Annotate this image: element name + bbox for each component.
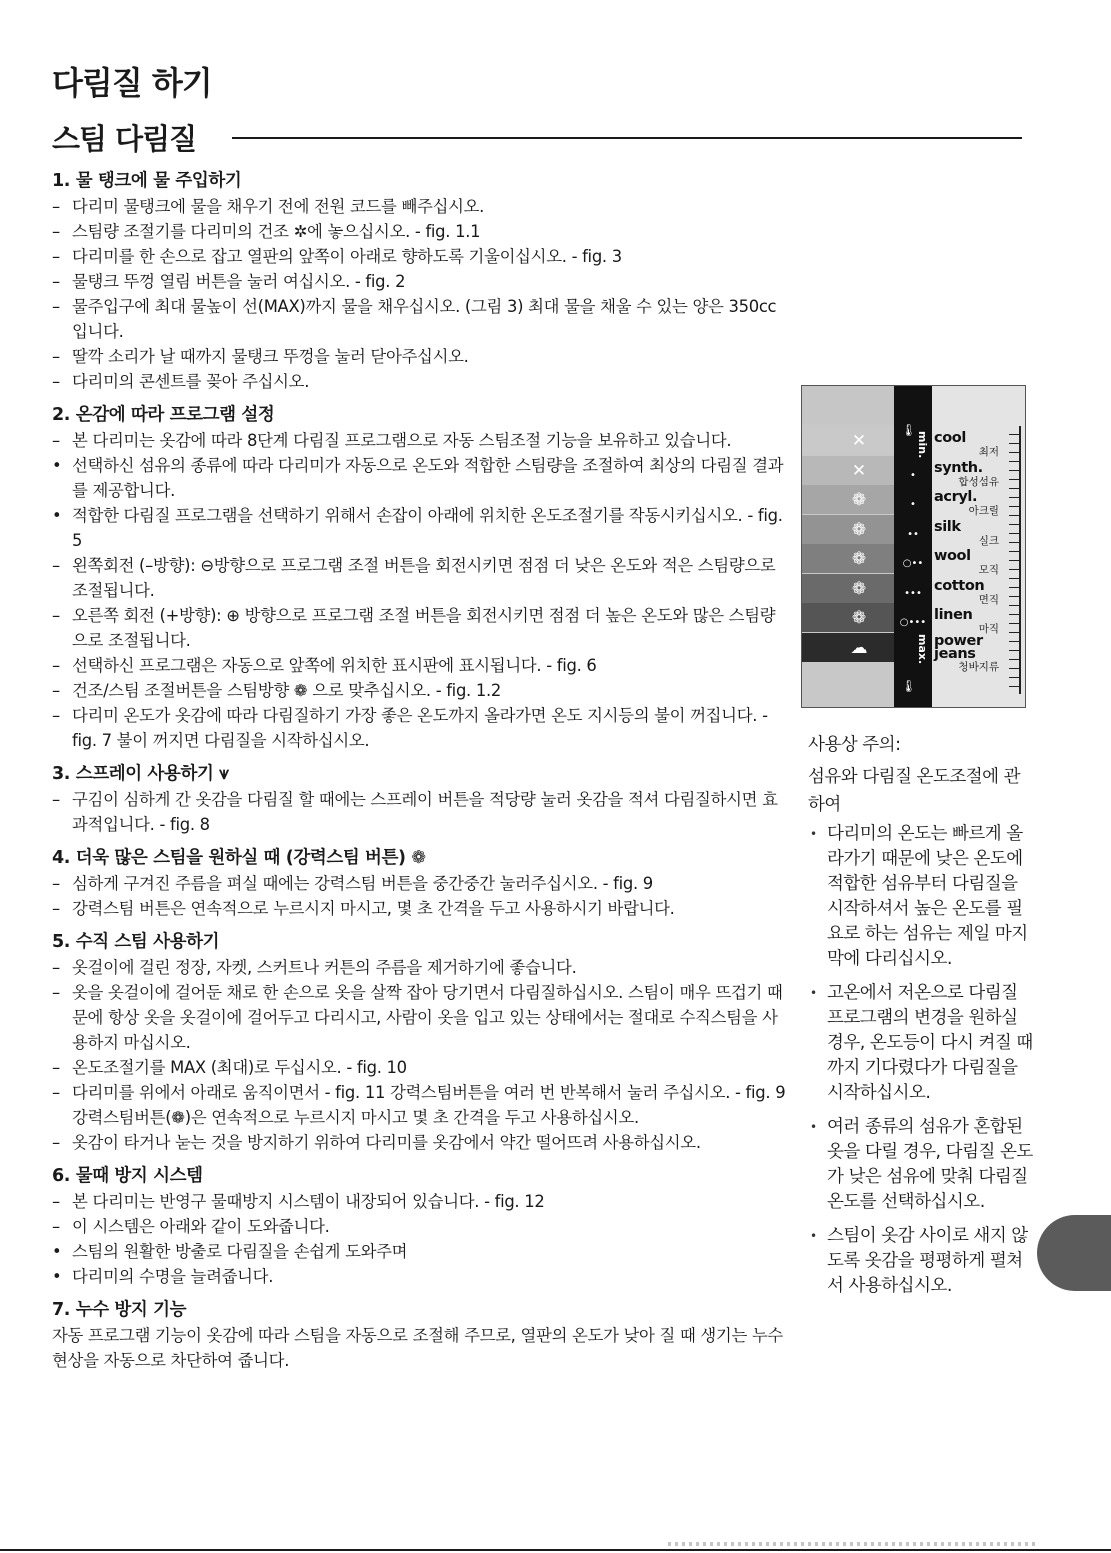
dial-dots: ○••• [899,617,927,628]
item-text: 옷감이 타거나 눋는 것을 방지하기 위하여 다리미를 옷감에서 약간 떨어뜨려 사용하십시오. [72,1133,701,1152]
list-item [52,344,787,369]
item-marker: – [52,372,60,391]
section-subtitle: 스팀 다림질 [52,122,197,156]
list-item [52,294,787,344]
item-marker: – [52,874,60,893]
dial-min-label: min. [916,431,929,459]
item-text: 스팀의 원활한 방출로 다림질을 손쉽게 도와주며 [72,1242,408,1261]
steam-icon: ❁ [851,519,867,540]
steam-icon: ❁ [851,578,867,599]
thermometer-icon: 🌡︎ [901,423,917,437]
item-marker: – [52,1217,60,1236]
item-text: 왼쪽회전 (–방향): ⊖방향으로 프로그램 조절 버튼을 회전시키면 점점 더 낮은 온도와 적은 스팀량으로 조절됩니다. [72,556,776,600]
dial-max-label: max. [916,634,929,665]
item-marker: – [52,297,60,316]
list-item [52,703,787,753]
footer-fine-print [668,1542,1038,1546]
item-text: 다리미를 한 손으로 잡고 열판의 앞쪽이 아래로 향하도록 기울이십시오. - fig. 3 [72,247,622,266]
list-item [52,1239,787,1264]
dial-fabric-label-ko: 면직 [978,593,999,606]
steam-icon: ❁ [851,490,867,510]
dial-dots: ••• [904,587,922,599]
power-steam-icon: ☁ [850,637,868,658]
dial-dots: • [910,499,916,510]
item-marker: – [52,197,60,216]
list-item [52,871,787,896]
usage-notes [808,731,1033,1308]
list-item [52,980,787,1055]
notes-intro: 섬유와 다림질 온도조절에 관하여 [808,767,1021,815]
item-text: 선택하신 섬유의 종류에 따라 다리미가 자동으로 온도와 적합한 스팀량을 조절하여 최상의 다림질 결과를 제공합니다. [72,456,784,500]
note-item [808,981,1033,1106]
item-marker: • [52,506,62,525]
dial-dots: •• [907,528,919,540]
list-item [52,194,787,219]
dial-tick-scale [1007,426,1021,694]
item-marker: • [52,1242,62,1261]
section-paragraph: 자동 프로그램 기능이 옷감에 따라 스팀을 자동으로 조절해 주므로, 열판의 온도가 낮아 질 때 생기는 누수현상을 자동으로 차단하여 줍니다. [52,1326,783,1370]
item-text: 물주입구에 최대 물높이 선(MAX)까지 물을 채우십시오. (그림 3) 최대 물을 채울 수 있는 양은 350cc 입니다. [72,297,777,341]
item-text: 다리미의 수명을 늘려줍니다. [72,1267,274,1286]
section-heading: 5. 수직 스팀 사용하기 [52,932,220,952]
dial-fabric-label: linen [934,607,973,623]
notes-title: 사용상 주의: [808,735,901,755]
list-item [52,678,787,703]
item-marker: – [52,681,60,700]
item-text: 본 다리미는 반영구 물때방지 시스템이 내장되어 있습니다. - fig. 12 [72,1192,545,1211]
item-marker: – [52,899,60,918]
no-steam-icon: ✕ [851,431,867,451]
thermometer-icon: 🌡︎ [901,679,917,693]
list-item [52,244,787,269]
item-marker: – [52,706,60,725]
item-text: 스팀량 조절기를 다리미의 건조 ✲에 놓으십시오. - fig. 1.1 [72,222,481,241]
item-text: 다리미 물탱크에 물을 채우기 전에 전원 코드를 빼주십시오. [72,197,485,216]
item-text: 오른쪽 회전 (+방향): ⊕ 방향으로 프로그램 조절 버튼을 회전시키면 점점 더 높은 온도와 많은 스팀량으로 조절됩니다. [72,606,776,650]
dial-fabric-label: power jeans [934,632,983,662]
item-marker: – [52,556,60,575]
list-item [52,269,787,294]
item-text: 구김이 심하게 간 옷감을 다림질 할 때에는 스프레이 버튼을 적당량 눌러 옷감을 적셔 다림질하시면 효과적입니다. - fig. 8 [72,790,778,834]
note-text: 스팀이 옷감 사이로 새지 않도록 옷감을 평평하게 펼쳐서 사용하십시오. [827,1226,1028,1296]
steam-icon: ❁ [851,549,867,569]
bullet: • [810,986,817,1000]
item-text: 본 다리미는 옷감에 따라 8단계 다림질 프로그램으로 자동 스팀조절 기능을 보유하고 있습니다. [72,431,732,450]
item-marker: – [52,1058,60,1077]
dial-fabric-label: silk [934,518,961,535]
chapter-thumb-tab [1037,1215,1111,1291]
list-item [52,1130,787,1155]
item-text: 강력스팀 버튼은 연속적으로 누르시지 마시고, 몇 초 간격을 두고 사용하시기 바랍니다. [72,899,675,918]
item-text: 다리미 온도가 옷감에 따라 다림질하기 가장 좋은 온도까지 올라가면 온도 지시등의 불이 꺼집니다. - fig. 7 불이 꺼지면 다림질을 시작하십시오. [72,706,768,750]
list-item [52,1055,787,1080]
dial-fabric-label-ko: 청바지류 [958,660,999,673]
item-text: 물탱크 뚜껑 열림 버튼을 눌러 여십시오. - fig. 2 [72,272,406,291]
page-title: 다림질 하기 [52,64,212,102]
item-marker: – [52,1192,60,1211]
item-text: 옷걸이에 걸린 정장, 자켓, 스커트나 커튼의 주름을 제거하기에 좋습니다. [72,958,577,977]
item-marker: – [52,1133,60,1152]
steam-icon: ❁ [851,608,867,628]
dial-fabric-label-ko: 합성섬유 [958,475,999,488]
section-heading: 3. 스프레이 사용하기 ⩛ [52,764,229,784]
item-marker: – [52,247,60,266]
list-item [52,428,787,453]
item-text: 다리미를 위에서 아래로 움직이면서 - fig. 11 강력스팀버튼을 여러 번 반복해서 눌러 주십시오. - fig. 9 강력스팀버튼(❁)은 연속적으로 누르시지 마시고 몇 초 간격을 두고 사용하십시오. [72,1083,786,1127]
dial-dots: ○•• [902,558,924,569]
no-steam-icon: ✕ [851,460,867,481]
list-item [52,369,787,394]
item-marker: – [52,790,60,809]
dial-fabric-label-ko: 아크릴 [968,505,999,517]
title-rule [232,137,1022,139]
section-heading: 7. 누수 방지 기능 [52,1300,187,1320]
bullet: • [810,1229,817,1243]
list-item [52,787,787,837]
list-item [52,1264,787,1289]
item-marker: – [52,656,60,675]
item-text: 옷을 옷걸이에 걸어둔 채로 한 손으로 옷을 살짝 잡아 당기면서 다림질하십시오. 스팀이 매우 뜨겁기 때문에 항상 옷을 옷걸이에 걸어두고 다리시고, 사람이 옷을 입고 있는 상태에서는 절대로 수직스팀을 사용하지 마십시오. [72,983,783,1052]
dial-fabric-label: cool [934,430,966,446]
item-text: 딸깍 소리가 날 때까지 물탱크 뚜껑을 눌러 닫아주십시오. [72,347,469,366]
bullet: • [810,827,817,841]
section-heading: 1. 물 탱크에 물 주입하기 [52,171,242,191]
list-item [52,503,787,553]
item-text: 건조/스팀 조절버튼을 스팀방향 ❁ 으로 맞추십시오. - fig. 1.2 [72,681,502,700]
item-marker: – [52,606,60,625]
note-item [808,1224,1033,1299]
item-marker: – [52,1083,60,1102]
section-heading: 4. 더욱 많은 스팀을 원하실 때 (강력스팀 버튼) ❁ [52,848,426,868]
dial-fabric-label-ko: 마직 [978,623,999,635]
item-text: 이 시스템은 아래와 같이 도와줍니다. [72,1217,330,1236]
item-marker: – [52,272,60,291]
main-content [52,168,787,1373]
item-marker: – [52,222,60,241]
list-item [52,896,787,921]
note-text: 고온에서 저온으로 다림질 프로그램의 변경을 원하실 경우, 온도등이 다시 켜질 때까지 기다렸다가 다림질을 시작하십시오. [827,983,1033,1103]
list-item [52,653,787,678]
item-marker: – [52,983,60,1002]
footer-rule [0,1549,1111,1551]
dial-fabric-label: cotton [934,577,985,594]
notes-list [808,822,1033,1299]
item-marker: • [52,456,62,475]
dial-fabric-label: wool [934,548,971,564]
item-text: 심하게 구겨진 주름을 펴실 때에는 강력스팀 버튼을 중간중간 눌러주십시오. - fig. 9 [72,874,653,893]
note-text: 여러 종류의 섬유가 혼합된 옷을 다릴 경우, 다림질 온도가 낮은 섬유에 맞춰 다림질 온도를 선택하십시오. [827,1117,1033,1212]
item-text: 적합한 다림질 프로그램을 선택하기 위해서 손잡이 아래에 위치한 온도조절기를 작동시키십시오. - fig. 5 [72,506,783,550]
dial-fabric-label-ko: 최저 [978,446,999,458]
list-item [52,955,787,980]
list-item [52,1189,787,1214]
dial-fabric-label-ko: 실크 [978,534,999,547]
bullet: • [810,1120,817,1134]
list-item [52,603,787,653]
dial-fabric-label: synth. [934,459,983,476]
dial-fabric-label: acryl. [934,489,978,505]
list-item [52,453,787,503]
item-marker: • [52,1267,62,1286]
list-item [52,1080,787,1130]
item-marker: – [52,431,60,450]
note-item [808,822,1033,972]
section-heading: 6. 물때 방지 시스템 [52,1166,203,1186]
note-item [808,1115,1033,1215]
dial-fabric-label-ko: 모직 [978,564,999,576]
temperature-dial-figure [801,385,1026,708]
list-item [52,1214,787,1239]
item-text: 선택하신 프로그램은 자동으로 앞쪽에 위치한 표시판에 표시됩니다. - fig. 6 [72,656,597,675]
item-text: 다리미의 콘센트를 꽂아 주십시오. [72,372,310,391]
list-item [52,553,787,603]
item-text: 온도조절기를 MAX (최대)로 두십시오. - fig. 10 [72,1058,407,1077]
item-marker: – [52,347,60,366]
item-marker: – [52,958,60,977]
section-heading: 2. 온감에 따라 프로그램 설정 [52,405,275,425]
list-item [52,219,787,244]
note-text: 다리미의 온도는 빠르게 올라가기 때문에 낮은 온도에 적합한 섬유부터 다림질을 시작하셔서 높은 온도를 필요로 하는 섬유는 제일 마지막에 다리십시오. [827,824,1028,969]
dial-dots: • [910,469,916,481]
